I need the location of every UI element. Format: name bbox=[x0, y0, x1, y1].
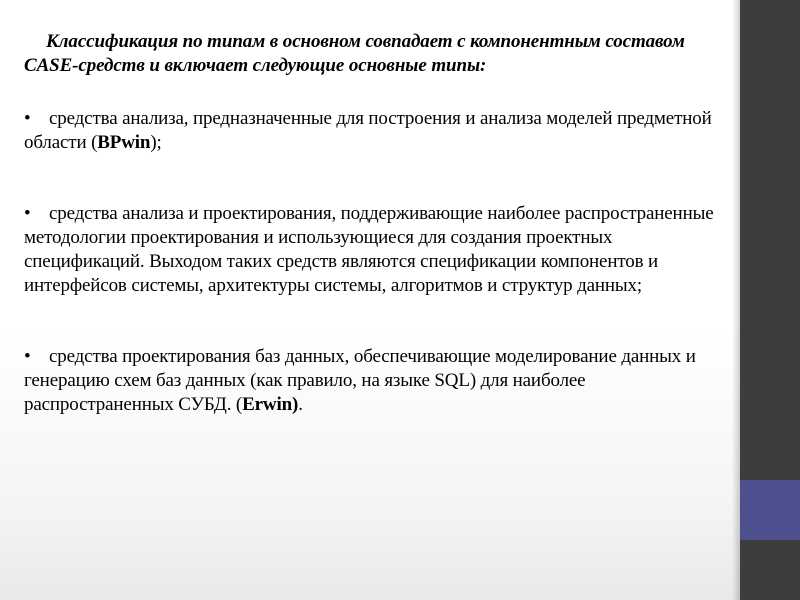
bullet-icon: • bbox=[24, 203, 31, 224]
intro-paragraph: Классификация по типам в основном совпадает с компонентным составом CASE-средств и включает следующие основные типы: bbox=[24, 31, 685, 76]
item-text: средства проектирования баз данных, обеспечивающие моделирование данных и генерацию схем баз данных (как правило, на языке SQL) для наиболее распространенных СУБД. ( bbox=[24, 346, 696, 415]
list-item-design-tools bbox=[24, 202, 728, 298]
item-text-after: ); bbox=[150, 132, 162, 153]
item-text-after: . bbox=[298, 394, 303, 415]
list-item-erwin bbox=[24, 345, 728, 417]
bullet-icon: • bbox=[24, 346, 31, 367]
item-bold-text: Erwin) bbox=[242, 394, 299, 415]
slide-content bbox=[24, 30, 728, 464]
side-accent-block bbox=[740, 480, 800, 540]
item-text: средства анализа и проектирования, поддерживающие наиболее распространенные методологии проектирования и использующиеся для создания проектных спецификаций. Выходом таких средств являются спецификации компонентов и интерфейсов системы, архитектуры системы, алгоритмов и структур данных; bbox=[24, 203, 714, 296]
bullet-icon: • bbox=[24, 108, 31, 129]
side-bar-shadow bbox=[732, 0, 740, 600]
item-text: средства анализа, предназначенные для построения и анализа моделей предметной области ( bbox=[24, 108, 712, 153]
list-item-bpwin bbox=[24, 107, 728, 155]
item-bold-text: BPwin bbox=[97, 132, 151, 153]
